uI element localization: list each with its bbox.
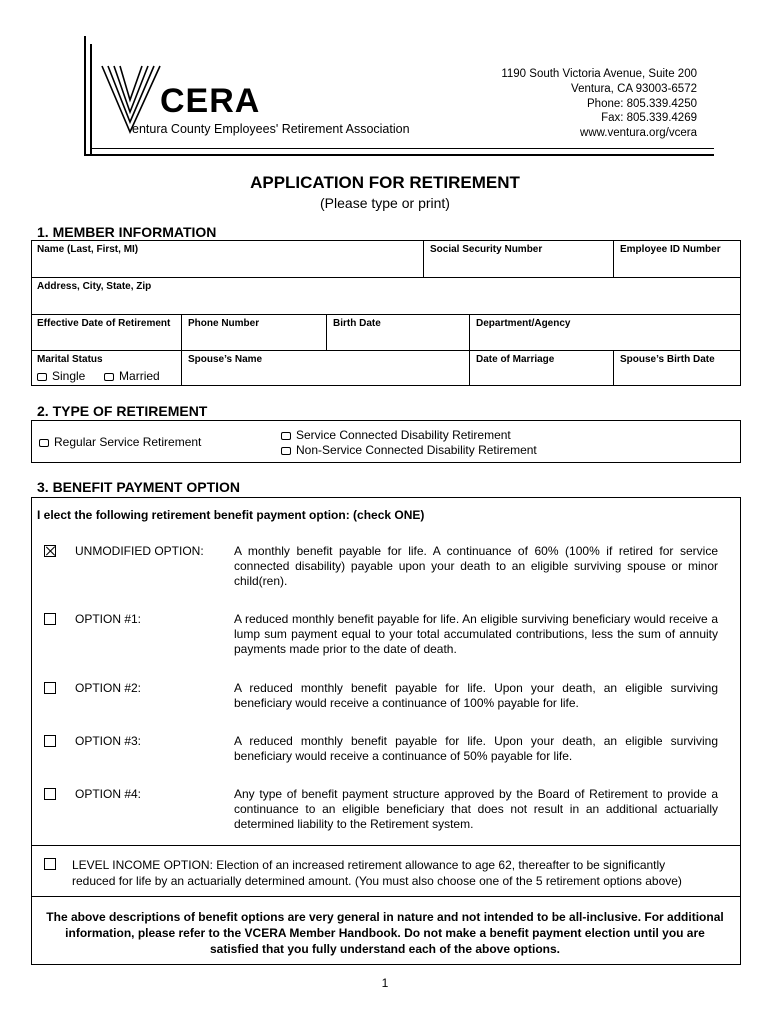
ssn-field[interactable]: Social Security Number	[423, 241, 613, 277]
option-4-checkbox[interactable]	[44, 788, 56, 800]
effective-date-field[interactable]: Effective Date of Retirement	[37, 318, 171, 329]
single-label: Single	[52, 369, 86, 383]
marital-status-field: Marital Status Single Married	[37, 354, 160, 383]
spouse-birth-date-field[interactable]: Spouse’s Birth Date	[613, 351, 740, 386]
phone-field[interactable]: Phone Number	[181, 315, 326, 350]
section-type-of-retirement: 2. TYPE OF RETIREMENT	[37, 403, 208, 419]
option-1-label: OPTION #1:	[75, 612, 142, 626]
address-field[interactable]: Address, City, State, Zip	[37, 281, 152, 292]
unmodified-option-label: UNMODIFIED OPTION:	[75, 544, 204, 558]
option-2-description: A reduced monthly benefit payable for life. Upon your death, an eligible surviving beneficiary would receive a continuance of 100% payable for life.	[234, 681, 718, 710]
service-connected-label: Service Connected Disability Retirement	[296, 428, 511, 442]
section-member-information: 1. MEMBER INFORMATION	[37, 224, 217, 240]
contact-address: 1190 South Victoria Avenue, Suite 200 Ventura, CA 93003-6572 Phone: 805.339.4250 Fax: 805.339.4269 www.ventura.org/vcera	[501, 68, 697, 140]
form-title: APPLICATION FOR RETIREMENT	[250, 173, 520, 192]
option-3-checkbox[interactable]	[44, 735, 56, 747]
service-connected-checkbox[interactable]	[281, 432, 291, 440]
employee-id-field[interactable]: Employee ID Number	[613, 241, 740, 277]
birth-date-field[interactable]: Birth Date	[326, 315, 469, 350]
option-1-checkbox[interactable]	[44, 613, 56, 625]
date-of-marriage-field[interactable]: Date of Marriage	[469, 351, 613, 386]
spouse-name-field[interactable]: Spouse’s Name	[181, 351, 469, 386]
option-3-label: OPTION #3:	[75, 734, 142, 748]
logo-text: CERA	[160, 82, 261, 120]
form-subtitle: (Please type or print)	[320, 195, 450, 211]
section-benefit-payment-option: 3. BENEFIT PAYMENT OPTION	[37, 479, 241, 495]
benefit-disclaimer: The above descriptions of benefit options are very general in nature and not intended to be all-inclusive. For additional information, please refer to the VCERA Member Handbook. Do not make a benefit payment election until you are satisfied that you fully understand each of the above options.	[46, 910, 724, 956]
member-info-table	[31, 240, 741, 386]
non-service-connected-checkbox[interactable]	[281, 447, 291, 455]
option-2-checkbox[interactable]	[44, 682, 56, 694]
single-checkbox[interactable]	[37, 373, 47, 381]
married-label: Married	[119, 369, 160, 383]
page-number: 1	[381, 976, 389, 990]
married-checkbox[interactable]	[104, 373, 114, 381]
association-name: entura County Employees' Retirement Association	[132, 122, 410, 136]
option-1-description: A reduced monthly benefit payable for life. An eligible surviving beneficiary would receive a lump sum payment equal to your total accumulated contributions, less the sum of annuity payments made prior to the date of death.	[234, 612, 718, 656]
option-3-description: A reduced monthly benefit payable for life. Upon your death, an eligible surviving beneficiary would receive a continuance of 50% payable for life.	[234, 734, 718, 763]
name-field[interactable]: Name (Last, First, MI)	[37, 244, 139, 255]
type-of-retirement-table	[31, 420, 741, 463]
level-income-checkbox[interactable]	[44, 858, 56, 870]
option-2-label: OPTION #2:	[75, 681, 142, 695]
unmodified-option-checkbox[interactable]	[44, 545, 56, 557]
non-service-connected-label: Non-Service Connected Disability Retirement	[296, 443, 537, 457]
department-field[interactable]: Department/Agency	[469, 315, 740, 350]
regular-service-checkbox[interactable]	[39, 439, 49, 447]
level-income-description: LEVEL INCOME OPTION: Election of an increased retirement allowance to age 62, thereafter to be significantly reduced for life by an actuarially determined amount. (You must also choose one of the 5 retirement options above)	[72, 858, 682, 888]
unmodified-option-description: A monthly benefit payable for life. A continuance of 60% (100% if retired for service connected disability) payable upon your death to an eligible surviving spouse or minor child(ren).	[234, 544, 718, 588]
option-4-label: OPTION #4:	[75, 787, 142, 801]
benefit-instruction: I elect the following retirement benefit payment option: (check ONE)	[37, 508, 425, 522]
option-4-description: Any type of benefit payment structure approved by the Board of Retirement to provide a continuance to an eligible beneficiary that does not result in an additional actuarially determined liability to the Retirement system.	[234, 787, 718, 831]
regular-service-label: Regular Service Retirement	[54, 435, 202, 449]
